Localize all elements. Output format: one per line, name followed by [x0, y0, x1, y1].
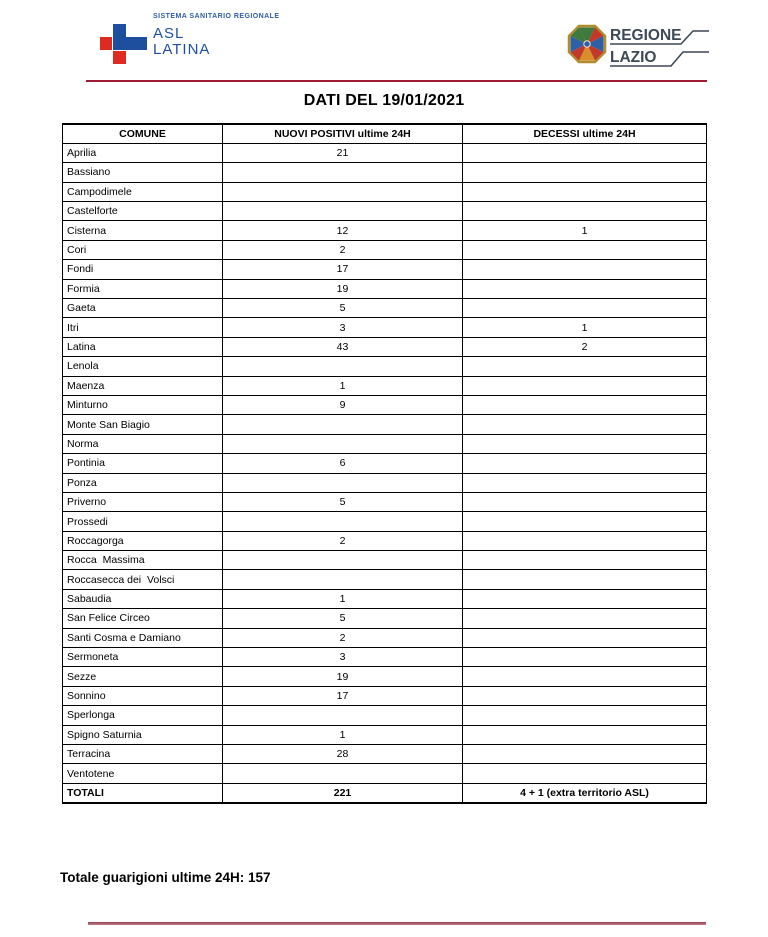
cell-comune: Prossedi: [63, 512, 223, 531]
cell-positivi: 12: [223, 221, 463, 240]
cell-positivi: 5: [223, 299, 463, 318]
cell-positivi: 1: [223, 589, 463, 608]
cell-positivi: [223, 706, 463, 725]
table-row: [63, 454, 707, 473]
table-row: [63, 395, 707, 414]
cell-positivi: [223, 512, 463, 531]
table-row: [63, 434, 707, 453]
cell-comune: San Felice Circeo: [63, 609, 223, 628]
cell-decessi: [463, 512, 707, 531]
cell-decessi: [463, 764, 707, 783]
cell-positivi: [223, 182, 463, 201]
cell-decessi: [463, 531, 707, 550]
cell-positivi: 21: [223, 143, 463, 162]
cell-positivi: 2: [223, 240, 463, 259]
table-row: [63, 182, 707, 201]
cell-decessi: [463, 279, 707, 298]
table-row: [63, 531, 707, 550]
table-row: [63, 745, 707, 764]
cell-positivi: 17: [223, 260, 463, 279]
table-row: [63, 143, 707, 162]
cell-comune: Sonnino: [63, 686, 223, 705]
table-row: [63, 492, 707, 511]
cell-decessi: [463, 609, 707, 628]
guarigioni-total-text: Totale guarigioni ultime 24H: 157: [60, 870, 271, 885]
cell-positivi: 2: [223, 628, 463, 647]
header-row: [63, 124, 707, 143]
cell-positivi: 3: [223, 318, 463, 337]
cell-decessi: [463, 648, 707, 667]
cell-decessi: [463, 163, 707, 182]
covid-data-table: [62, 123, 707, 804]
table-row: [63, 415, 707, 434]
cell-positivi: [223, 570, 463, 589]
regione-lazio-logo: [567, 24, 709, 68]
cell-decessi: [463, 415, 707, 434]
cell-positivi: 17: [223, 686, 463, 705]
cell-comune: Norma: [63, 434, 223, 453]
table-row: [63, 240, 707, 259]
cell-comune: Sperlonga: [63, 706, 223, 725]
regione-lazio-wordmark: [609, 25, 709, 69]
cell-comune: Sabaudia: [63, 589, 223, 608]
cell-comune: Monte San Biagio: [63, 415, 223, 434]
table-row: [63, 202, 707, 221]
table-row: [63, 648, 707, 667]
cell-positivi: [223, 551, 463, 570]
cell-comune: Lenola: [63, 357, 223, 376]
cell-positivi: [223, 764, 463, 783]
cell-decessi: [463, 725, 707, 744]
cell-decessi: [463, 570, 707, 589]
cell-comune: Cisterna: [63, 221, 223, 240]
cell-positivi: 3: [223, 648, 463, 667]
cell-comune: Roccasecca dei Volsci: [63, 570, 223, 589]
page-title: DATI DEL 19/01/2021: [303, 92, 465, 109]
cell-decessi: [463, 143, 707, 162]
table-row: [63, 260, 707, 279]
table-row: [63, 163, 707, 182]
table-body: [63, 143, 707, 802]
cell-comune: Pontinia: [63, 454, 223, 473]
cell-positivi: 6: [223, 454, 463, 473]
cell-decessi: [463, 454, 707, 473]
cell-comune: Minturno: [63, 395, 223, 414]
table-row: [63, 299, 707, 318]
cell-comune: Santi Cosma e Damiano: [63, 628, 223, 647]
cell-decessi: [463, 473, 707, 492]
cell-comune: Terracina: [63, 745, 223, 764]
table-row: [63, 589, 707, 608]
cell-comune: Aprilia: [63, 143, 223, 162]
cell-comune: Cori: [63, 240, 223, 259]
table-row: [63, 706, 707, 725]
cell-decessi: [463, 357, 707, 376]
footer-rule-line: [88, 922, 706, 925]
cell-comune: Itri: [63, 318, 223, 337]
cell-decessi: 1: [463, 221, 707, 240]
table-row: [63, 609, 707, 628]
table-row: [63, 221, 707, 240]
header-rule-line: [86, 80, 707, 82]
cell-positivi: [223, 163, 463, 182]
table-row: [63, 318, 707, 337]
cell-decessi: [463, 395, 707, 414]
cell-decessi: [463, 376, 707, 395]
table-row: [63, 337, 707, 356]
cell-positivi: 19: [223, 279, 463, 298]
cell-comune: Bassiano: [63, 163, 223, 182]
asl-name-line2: LATINA: [153, 41, 211, 58]
cell-comune: Ponza: [63, 473, 223, 492]
cell-comune: Gaeta: [63, 299, 223, 318]
cell-comune: Campodimele: [63, 182, 223, 201]
cell-positivi: [223, 473, 463, 492]
cell-decessi: [463, 667, 707, 686]
cell-positivi: 5: [223, 492, 463, 511]
table-row: [63, 279, 707, 298]
cell-positivi: [223, 357, 463, 376]
cell-decessi: 1: [463, 318, 707, 337]
cell-comune: Sezze: [63, 667, 223, 686]
cell-comune: Castelforte: [63, 202, 223, 221]
table-row: [63, 686, 707, 705]
cell-positivi: 2: [223, 531, 463, 550]
totals-row: [63, 783, 707, 802]
table-row: [63, 628, 707, 647]
cell-decessi: [463, 628, 707, 647]
column-header-decessi: DECESSI ultime 24H: [463, 124, 707, 143]
cell-decessi: [463, 589, 707, 608]
table-row: [63, 357, 707, 376]
cell-positivi: 5: [223, 609, 463, 628]
table-row: [63, 376, 707, 395]
cell-positivi: 43: [223, 337, 463, 356]
cell-positivi: 221: [223, 783, 463, 802]
cell-decessi: [463, 182, 707, 201]
cell-comune: Latina: [63, 337, 223, 356]
cell-decessi: [463, 299, 707, 318]
cell-comune: Spigno Saturnia: [63, 725, 223, 744]
table-row: [63, 512, 707, 531]
regione-text: REGIONE: [610, 27, 682, 44]
column-header-comune: COMUNE: [63, 124, 223, 143]
column-header-positivi: NUOVI POSITIVI ultime 24H: [223, 124, 463, 143]
cell-decessi: [463, 706, 707, 725]
asl-name-text: [153, 26, 210, 58]
cell-decessi: [463, 434, 707, 453]
cell-positivi: 19: [223, 667, 463, 686]
lazio-text: LAZIO: [610, 49, 657, 66]
cell-comune: Priverno: [63, 492, 223, 511]
cross-red-left: [100, 37, 112, 50]
cell-decessi: 4 + 1 (extra territorio ASL): [463, 783, 707, 802]
cell-comune: Rocca Massima: [63, 551, 223, 570]
cross-red-bottom: [113, 51, 126, 64]
cell-comune: Ventotene: [63, 764, 223, 783]
cell-decessi: [463, 492, 707, 511]
table-row: [63, 667, 707, 686]
table-row: [63, 725, 707, 744]
cell-positivi: 9: [223, 395, 463, 414]
cross-blue-horizontal: [113, 37, 147, 50]
cell-comune: Maenza: [63, 376, 223, 395]
cell-comune: Fondi: [63, 260, 223, 279]
cell-decessi: [463, 240, 707, 259]
cell-decessi: [463, 202, 707, 221]
sistema-sanitario-text: SISTEMA SANITARIO REGIONALE: [153, 13, 280, 20]
cell-positivi: 1: [223, 376, 463, 395]
cell-comune: Roccagorga: [63, 531, 223, 550]
table-row: [63, 570, 707, 589]
cell-positivi: 28: [223, 745, 463, 764]
cell-decessi: 2: [463, 337, 707, 356]
asl-cross-icon: [100, 24, 147, 63]
cell-comune: Formia: [63, 279, 223, 298]
cell-comune: Sermoneta: [63, 648, 223, 667]
cell-positivi: 1: [223, 725, 463, 744]
cell-decessi: [463, 745, 707, 764]
cell-decessi: [463, 686, 707, 705]
cell-positivi: [223, 202, 463, 221]
cell-positivi: [223, 434, 463, 453]
cell-positivi: [223, 415, 463, 434]
cell-decessi: [463, 551, 707, 570]
asl-name-line1: ASL: [153, 25, 185, 42]
regione-lazio-emblem-icon: [567, 24, 607, 64]
table-row: [63, 473, 707, 492]
cell-comune: TOTALI: [63, 783, 223, 802]
cell-decessi: [463, 260, 707, 279]
table-row: [63, 551, 707, 570]
table-row: [63, 764, 707, 783]
asl-latina-logo: [100, 13, 400, 74]
